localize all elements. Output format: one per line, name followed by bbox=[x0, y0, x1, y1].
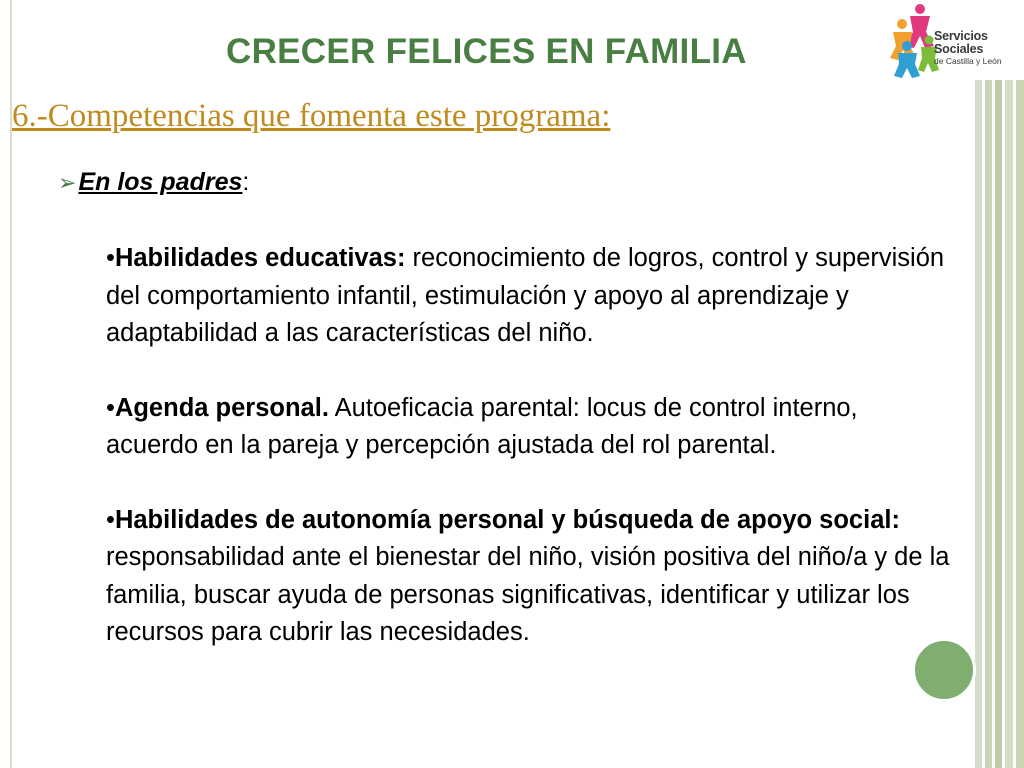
slide-title: CRECER FELICES EN FAMILIA bbox=[226, 32, 747, 71]
bullet-icon: • bbox=[106, 244, 115, 272]
bullet-icon: • bbox=[106, 393, 115, 422]
subsection-label: En los padres bbox=[78, 168, 243, 196]
logo-line-2: de Castilla y León bbox=[934, 56, 1002, 66]
subsection-suffix: : bbox=[242, 168, 250, 196]
item-heading: Habilidades de autonomía personal y búsqueda de apoyo social: bbox=[114, 505, 900, 534]
competencies-list bbox=[106, 240, 954, 689]
item-text: Autoeficacia parental: locus de control interno, acuerdo en la pareja y percepción ajustada del rol parental. bbox=[106, 393, 858, 459]
servicios-sociales-logo bbox=[890, 2, 1024, 80]
list-item bbox=[106, 502, 954, 652]
list-item bbox=[106, 240, 954, 353]
logo-line-1: Servicios Sociales bbox=[934, 29, 988, 56]
item-heading: Agenda personal. bbox=[114, 393, 329, 422]
item-heading: Habilidades educativas: bbox=[114, 244, 406, 272]
right-decorative-stripes bbox=[975, 80, 1024, 768]
logo-text bbox=[934, 30, 1024, 66]
subsection-heading bbox=[58, 168, 249, 197]
decorative-circle bbox=[912, 638, 976, 702]
item-text: responsabilidad ante el bienestar del niño, visión positiva del niño/a y de la familia, buscar ayuda de personas significativas, identificar y utilizar los recursos para cubrir las necesidades. bbox=[106, 543, 950, 646]
people-figures-icon bbox=[890, 2, 940, 80]
list-item bbox=[106, 390, 954, 465]
item-text: reconocimiento de logros, control y supervisión del comportamiento infantil, estimulación y apoyo al aprendizaje y adaptabilidad a las características del niño. bbox=[106, 244, 945, 347]
section-heading: 6.-Competencias que fomenta este programa: bbox=[12, 98, 611, 134]
bullet-icon: • bbox=[106, 505, 115, 534]
arrow-bullet-icon: ➢ bbox=[58, 170, 77, 195]
